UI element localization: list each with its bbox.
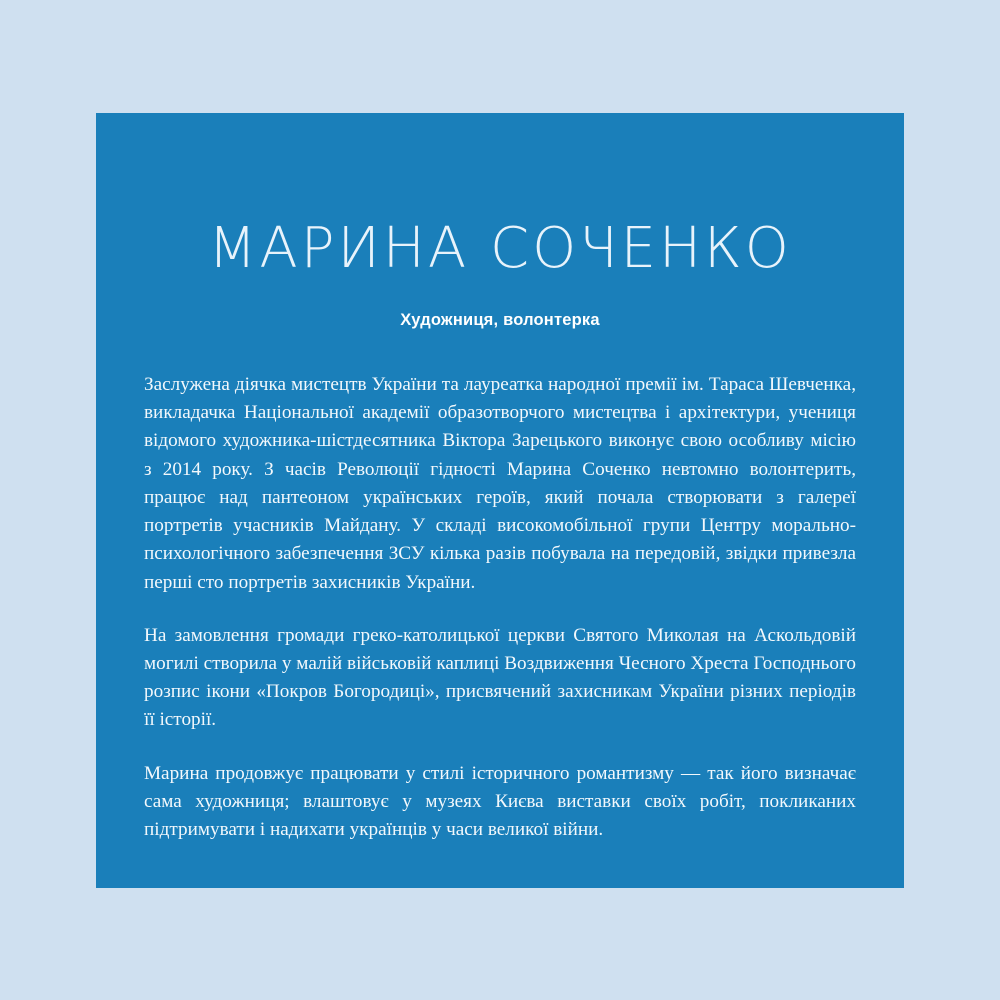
subtitle-role: Художниця, волонтерка bbox=[400, 311, 600, 329]
biography-text bbox=[144, 371, 856, 844]
info-card bbox=[96, 113, 904, 888]
paragraph: Марина продовжує працювати у стилі історичного романтизму — так його визначає сама художниця; влаштовує у музеях Києва виставки своїх робіт, покликаних підтримувати і надихати українців у часи великої війни. bbox=[144, 762, 856, 841]
page-title: МАРИНА СОЧЕНКО bbox=[208, 216, 792, 281]
paragraph: Заслужена діячка мистецтв України та лауреатка народної премії ім. Тараса Шевченка, викладачка Національної академії образотворчого мистецтва і архітектури, учениця відомого художника-шістдесятника Віктора Зарецького виконує свою особливу місію з 2014 року. З часів Революції гідності Марина Соченко невтомно волонтерить, працює над пантеоном українських героїв, який почала створювати з галереї портретів учасників Майдану. У складі високомобільної групи Центру морально-психологічного забезпечення ЗСУ кілька разів побувала на передовій, звідки привезла перші сто портретів захисників України. bbox=[144, 374, 856, 593]
paragraph: На замовлення громади греко-католицької церкви Святого Миколая на Аскольдовій могилі створила у малій військовій каплиці Воздвиження Чесного Хреста Господнього розпис ікони «Покров Богородиці», присвячений захисникам України різних періодів її історії. bbox=[144, 624, 856, 731]
